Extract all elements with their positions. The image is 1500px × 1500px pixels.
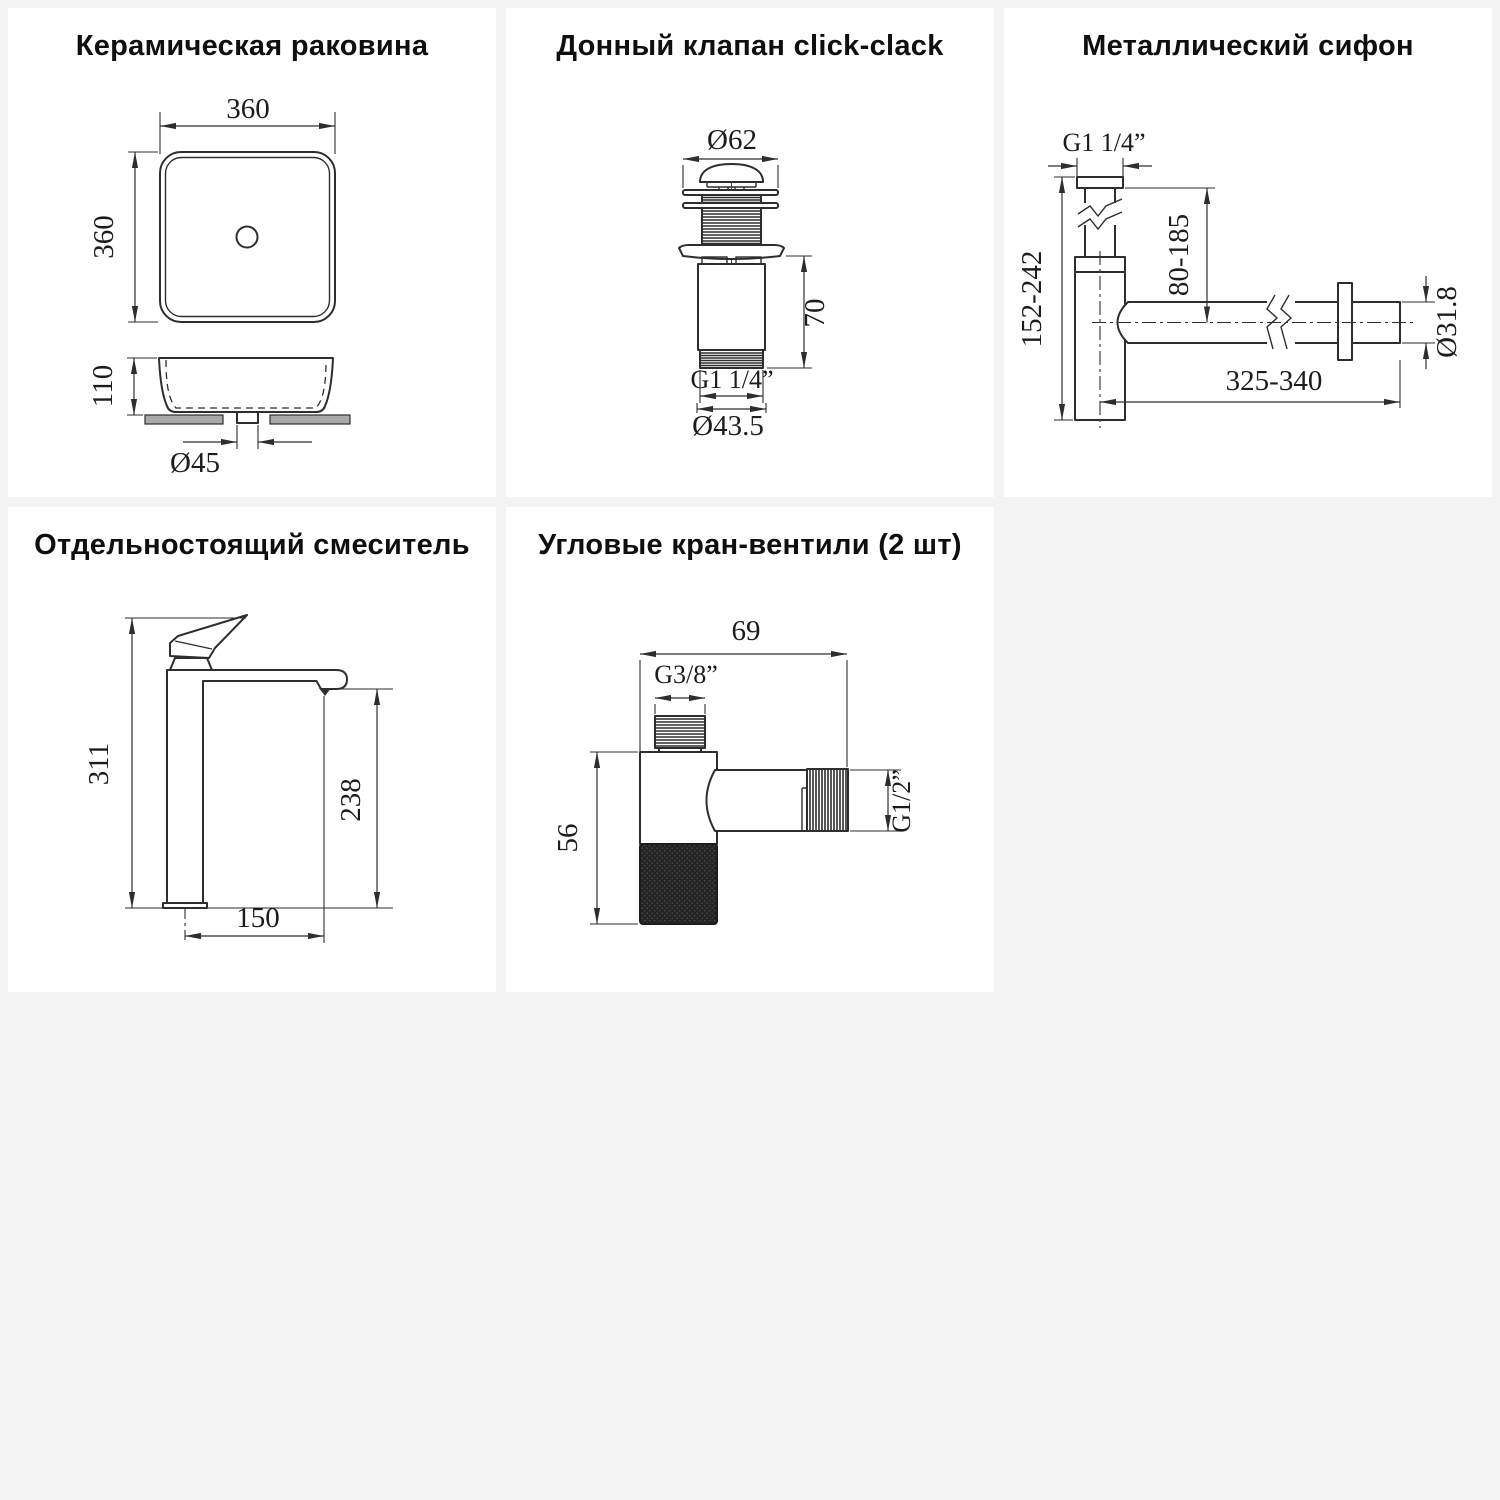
valve-thread-od-dimension	[692, 403, 766, 442]
siphon-inlet-height-label: 80-185	[1163, 213, 1195, 297]
angle-valve-drawing	[506, 507, 994, 992]
valve-length-dimension	[767, 256, 831, 368]
siphon-inlet-thread-dimension	[1048, 128, 1152, 177]
sink-drain-dimension	[170, 425, 312, 479]
sink-drain-label: Ø45	[170, 447, 220, 479]
siphon-length-dimension	[1100, 360, 1400, 408]
sink-width-dimension	[160, 93, 335, 154]
panel-ceramic-sink	[8, 8, 496, 497]
valve-cap-label: Ø62	[707, 124, 757, 156]
sink-height-label: 110	[87, 364, 119, 408]
angle-valve-height-label: 56	[552, 823, 584, 853]
angle-valve-height-dimension	[552, 752, 638, 924]
mixer-height-label: 311	[83, 742, 115, 786]
siphon-pipe-diameter-label: Ø31.8	[1431, 286, 1463, 358]
siphon-title: Металлический сифон	[1082, 30, 1414, 62]
valve-thread-dimension	[690, 365, 773, 403]
angle-valve-inlet-dimension	[654, 660, 718, 714]
sink-height-dimension	[87, 358, 157, 415]
mixer-body-drawing	[163, 615, 347, 940]
mixer-drawing	[8, 507, 496, 992]
sink-mount-pad-right	[270, 415, 350, 424]
panel-siphon	[1004, 8, 1492, 497]
drain-valve-drawing	[506, 8, 994, 497]
angle-valve-title: Угловые кран-вентили (2 шт)	[538, 529, 962, 561]
sink-title: Керамическая раковина	[75, 30, 429, 62]
angle-valve-outlet-dimension	[850, 769, 916, 833]
sink-depth-label: 360	[88, 215, 120, 259]
angle-valve-knurled-handle	[640, 844, 717, 924]
mixer-title: Отдельностоящий смеситель	[34, 529, 470, 561]
valve-thread-label: G1 1/4”	[690, 365, 774, 394]
siphon-height-dimension	[1016, 177, 1075, 420]
mixer-height-dimension	[83, 618, 393, 908]
sink-mount-pad-left	[145, 415, 223, 424]
valve-length-label: 70	[799, 298, 831, 328]
sink-side-view	[145, 358, 350, 424]
sink-top-view	[160, 152, 335, 322]
panel-mixer	[8, 507, 496, 992]
angle-valve-body-drawing	[640, 716, 848, 924]
panel-angle-valve	[506, 507, 994, 992]
sink-drawing	[8, 8, 496, 497]
panel-drain-valve	[506, 8, 994, 497]
angle-valve-inlet-label: G3/8”	[654, 660, 718, 689]
valve-body-drawing	[679, 164, 784, 369]
mixer-spout-outlet-mark	[319, 688, 331, 696]
siphon-inlet-thread-label: G1 1/4”	[1062, 128, 1146, 157]
siphon-drawing	[1004, 8, 1492, 497]
angle-valve-outlet-label: G1/2”	[887, 769, 916, 833]
sink-depth-dimension	[88, 152, 158, 322]
valve-thread-od-label: Ø43.5	[692, 410, 764, 442]
siphon-height-label: 152-242	[1016, 250, 1048, 348]
siphon-length-label: 325-340	[1225, 365, 1323, 397]
mixer-spout-height-label: 238	[335, 778, 367, 822]
mixer-reach-label: 150	[236, 902, 280, 934]
mixer-spout-height-dimension	[335, 689, 393, 908]
drain-valve-title: Донный клапан click-clack	[556, 30, 944, 62]
angle-valve-width-label: 69	[731, 615, 761, 647]
sink-width-label: 360	[226, 93, 270, 125]
